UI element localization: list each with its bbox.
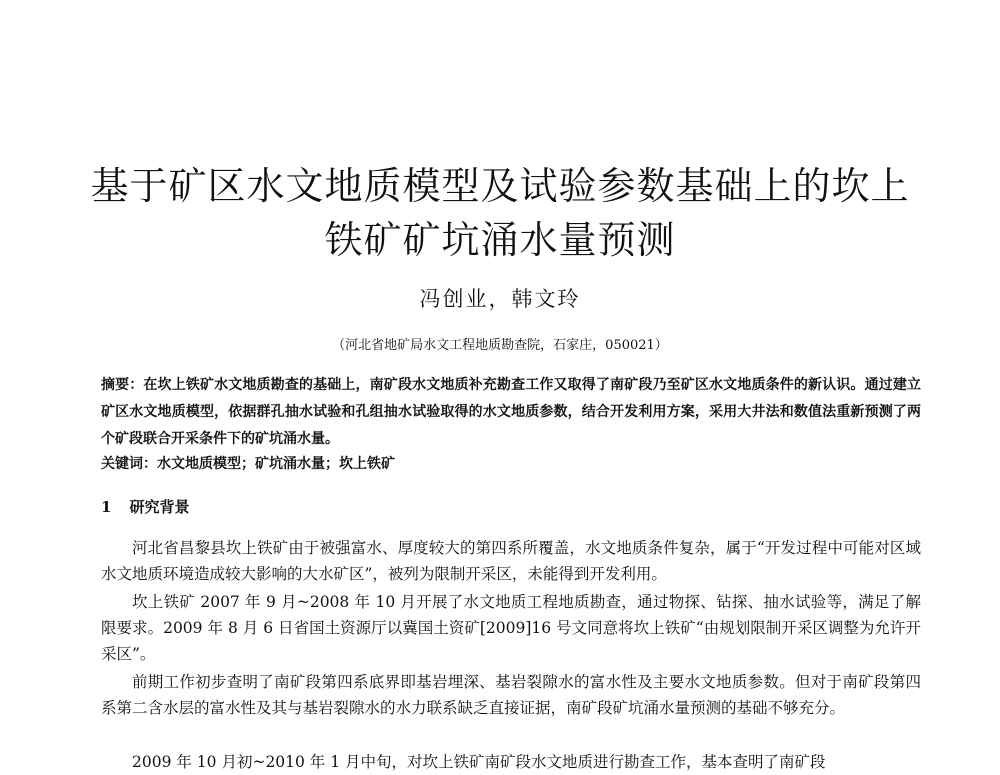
paper-title-line-2: 铁矿矿坑涌水量预测	[324, 218, 676, 262]
keywords-label: 关键词：	[101, 456, 157, 472]
paper-title-line-1: 基于矿区水文地质模型及试验参数基础上的坎上	[90, 164, 910, 208]
keywords-text: 水文地质模型；矿坑涌水量；坎上铁矿	[157, 456, 395, 472]
section-heading	[101, 496, 189, 517]
abstract-text: 在坎上铁矿水文地质勘查的基础上，南矿段水文地质补充勘查工作又取得了南矿段乃至矿区水文地质条件的新认识。通过建立矿区水文地质模型，依据群孔抽水试验和孔组抽水试验取得的水文地质参数，结合开发利用方案，采用大井法和数值法重新预测了两个矿段联合开采条件下的矿坑涌水量。	[101, 377, 921, 447]
affiliation: （河北省地矿局水文工程地质勘查院，石家庄，050021）	[332, 338, 668, 353]
body-paragraph: 2009 年 10 月初~2010 年 1 月中旬，对坎上铁矿南矿段水文地质进行勘查工作，基本查明了南矿段	[132, 753, 826, 771]
body-paragraph: 前期工作初步查明了南矿段第四系底界即基岩埋深、基岩裂隙水的富水性及主要水文地质参数。但对于南矿段第四系第二含水层的富水性及其与基岩裂隙水的水力联系缺乏直接证据，南矿段矿坑涌水量预测的基础不够充分。	[101, 673, 921, 717]
keywords	[101, 451, 921, 478]
authors: 冯创业，韩文玲	[419, 287, 581, 311]
abstract-label: 摘要：	[101, 377, 144, 393]
body-paragraph: 河北省昌黎县坎上铁矿由于被强富水、厚度较大的第四系所覆盖，水文地质条件复杂，属于“开发过程中可能对区域水文地质环境造成较大影响的大水矿区”，被列为限制开采区，未能得到开发利用。	[101, 539, 921, 583]
abstract	[101, 372, 921, 453]
section-number: 1	[101, 498, 112, 516]
body-paragraph: 坎上铁矿 2007 年 9 月~2008 年 10 月开展了水文地质工程地质勘查，通过物探、钻探、抽水试验等，满足了解限要求。2009 年 8 月 6 日省国土资源厅以冀国土资矿[2009]16 号文同意将坎上铁矿“由规划限制开采区调整为允许开采区”。	[101, 593, 921, 663]
section-title: 研究背景	[129, 498, 190, 516]
